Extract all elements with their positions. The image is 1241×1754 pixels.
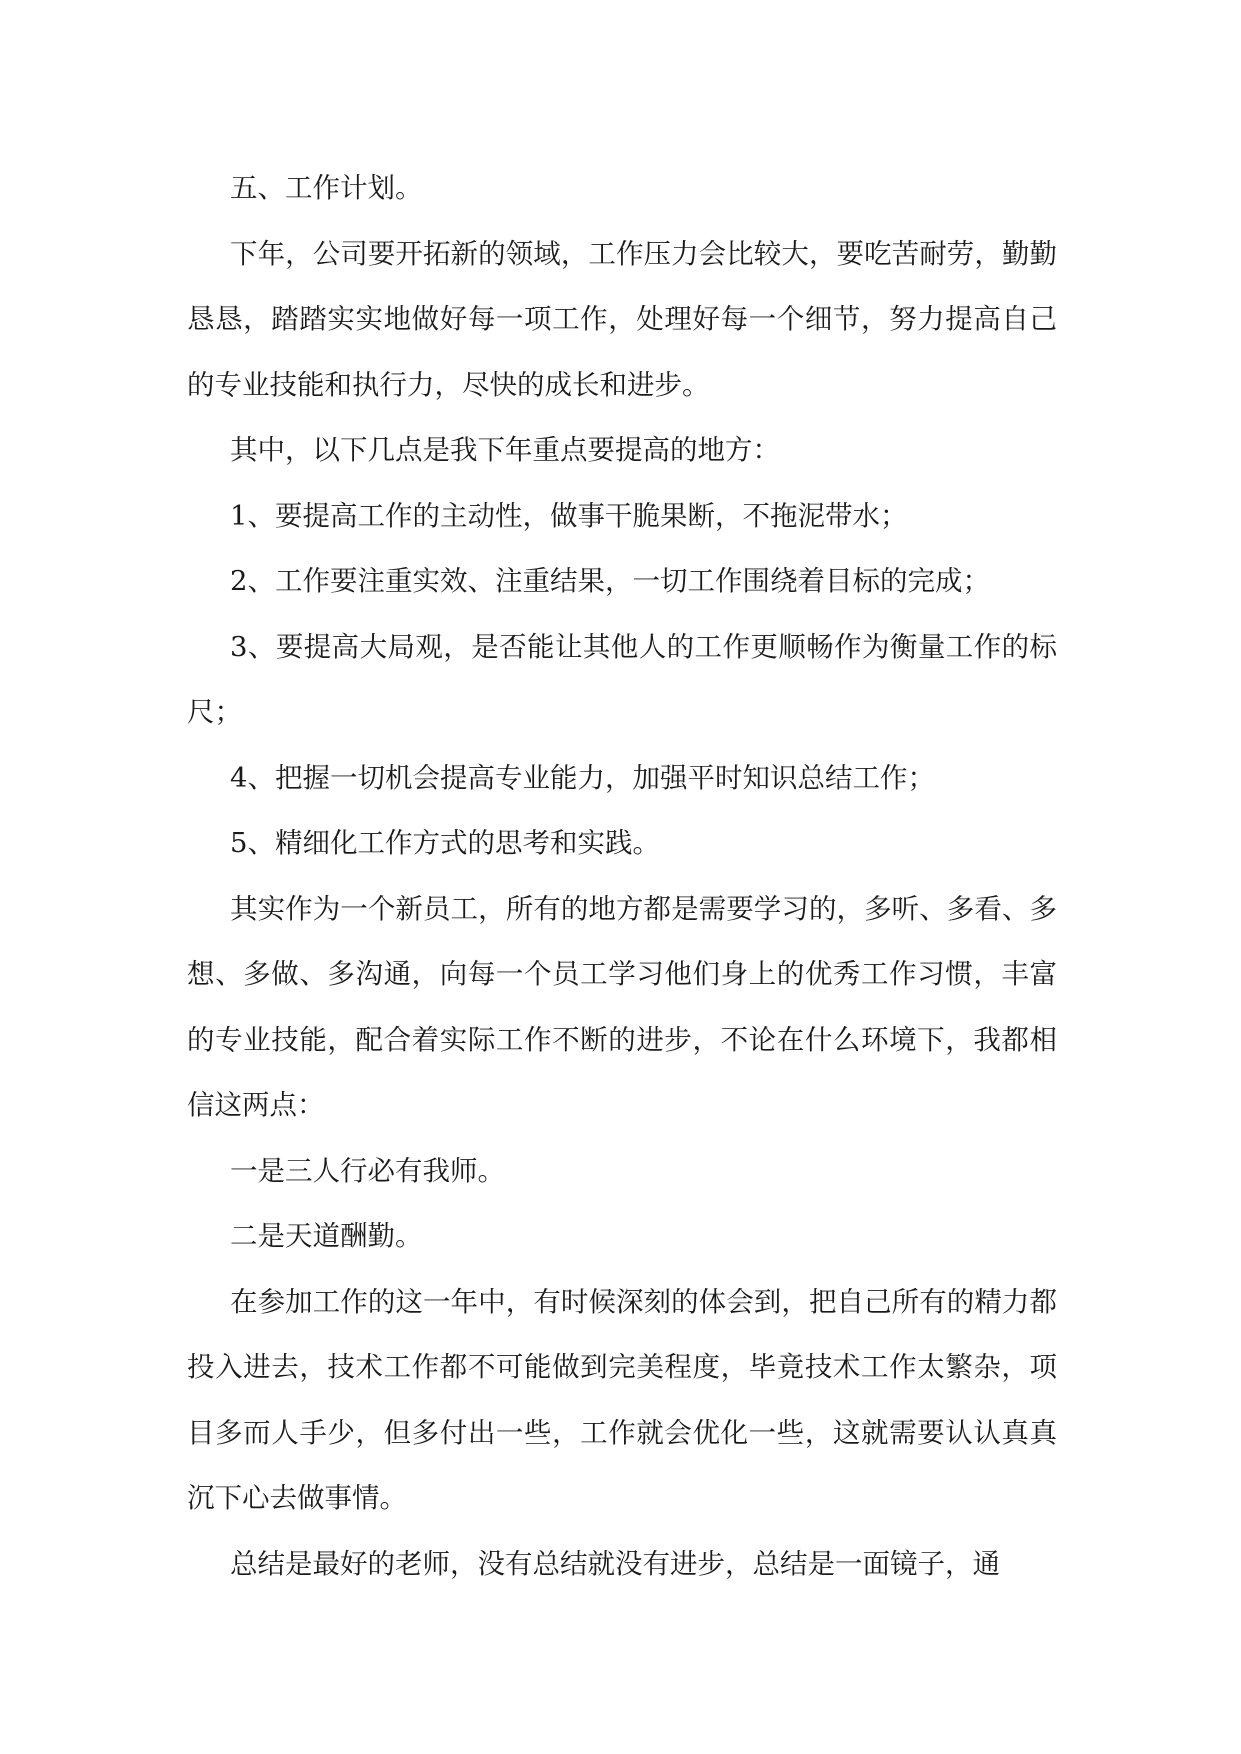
list-item: 4、把握一切机会提高专业能力，加强平时知识总结工作； — [230, 761, 935, 794]
paragraph: 下年，公司要开拓新的领域，工作压力会比较大，要吃苦耐劳，勤勤恳恳，踏踏实实地做好每一项工作，处理好每一个细节，努力提高自己的专业技能和执行力，尽快的成长和进步。 — [187, 237, 1057, 401]
list-item: 1、要提高工作的主动性，做事干脆果断，不拖泥带水； — [230, 499, 908, 532]
list-item: 5、精细化工作方式的思考和实践。 — [230, 827, 660, 859]
paragraph: 其实作为一个新员工，所有的地方都是需要学习的，多听、多看、多想、多做、多沟通，向每一个员工学习他们身上的优秀工作习惯，丰富的专业技能，配合着实际工作不断的进步，不论在什么环境下，我都相信这两点： — [187, 892, 1057, 1121]
paragraph: 其中，以下几点是我下年重点要提高的地方： — [230, 434, 780, 466]
list-item: 3、要提高大局观，是否能让其他人的工作更顺畅作为衡量工作的标尺； — [187, 630, 1057, 728]
paragraph: 一是三人行必有我师。 — [230, 1154, 505, 1187]
document-body — [187, 156, 1057, 1597]
section-heading: 五、工作计划。 — [230, 172, 423, 204]
paragraph: 在参加工作的这一年中，有时候深刻的体会到，把自己所有的精力都投入进去，技术工作都不可能做到完美程度，毕竟技术工作太繁杂，项目多而人手少，但多付出一些，工作就会优化一些，这就需要认认真真沉下心去做事情。 — [187, 1285, 1057, 1514]
paragraph: 总结是最好的老师，没有总结就没有进步，总结是一面镜子，通 — [230, 1547, 1000, 1580]
list-item: 2、工作要注重实效、注重结果，一切工作围绕着目标的完成； — [230, 565, 990, 597]
paragraph: 二是天道酬勤。 — [230, 1220, 423, 1252]
